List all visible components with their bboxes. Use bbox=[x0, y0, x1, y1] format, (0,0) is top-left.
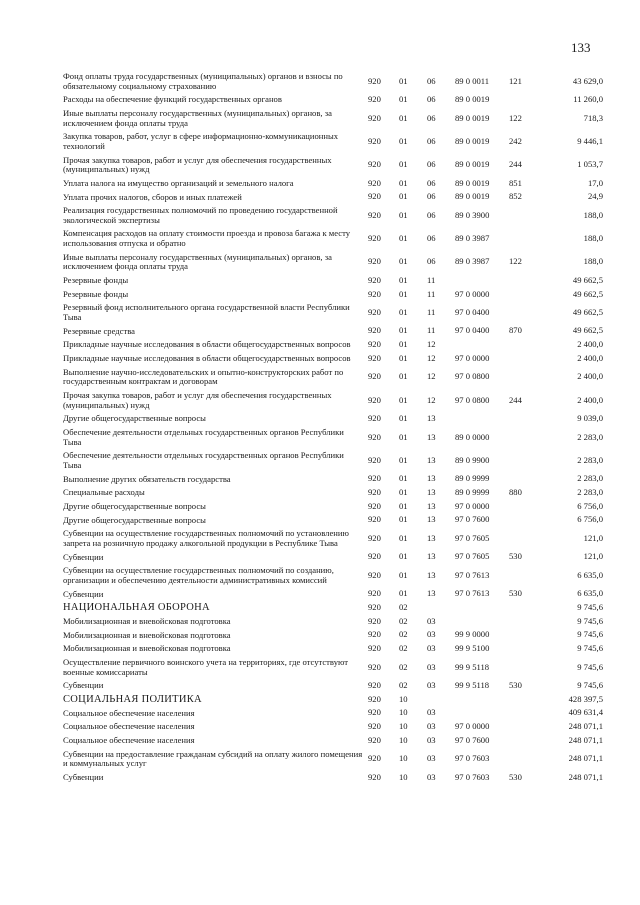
row-description: Другие общегосударственные вопросы bbox=[63, 514, 206, 525]
cell-pr: 06 bbox=[427, 177, 436, 188]
cell-pr: 06 bbox=[427, 75, 436, 86]
table-row bbox=[63, 617, 603, 627]
table-row bbox=[63, 475, 603, 485]
cell-rz: 01 bbox=[399, 136, 408, 147]
cell-rz: 01 bbox=[399, 177, 408, 188]
row-description: Социальное обеспечение населения bbox=[63, 707, 195, 718]
table-row bbox=[63, 529, 603, 548]
cell-pr: 06 bbox=[427, 94, 436, 105]
cell-rz: 01 bbox=[399, 533, 408, 544]
row-description: Компенсация расходов на оплату стоимости проезда и провоза багажа к месту использования отпуска и обратно bbox=[63, 228, 351, 249]
cell-sum: 2 400,0 bbox=[577, 353, 603, 364]
cell-ved: 920 bbox=[368, 191, 381, 202]
cell-ved: 920 bbox=[368, 551, 381, 562]
cell-vr: 242 bbox=[509, 136, 522, 147]
cell-ved: 920 bbox=[368, 629, 381, 640]
section-row bbox=[63, 695, 603, 705]
row-description: Выполнение других обязательств государства bbox=[63, 473, 231, 484]
cell-vr: 851 bbox=[509, 177, 522, 188]
cell-ved: 920 bbox=[368, 680, 381, 691]
cell-rz: 01 bbox=[399, 588, 408, 599]
cell-rz: 01 bbox=[399, 353, 408, 364]
cell-sum: 6 635,0 bbox=[577, 588, 603, 599]
cell-csr: 89 0 3900 bbox=[455, 209, 490, 220]
cell-vr: 121 bbox=[509, 75, 522, 86]
cell-csr: 89 0 9999 bbox=[455, 473, 490, 484]
cell-ved: 920 bbox=[368, 339, 381, 350]
row-description: Мобилизационная и вневойсковая подготовка bbox=[63, 629, 231, 640]
cell-sum: 24,9 bbox=[587, 191, 603, 202]
cell-pr: 03 bbox=[427, 629, 436, 640]
cell-ved: 920 bbox=[368, 487, 381, 498]
cell-ved: 920 bbox=[368, 615, 381, 626]
cell-sum: 9 745,6 bbox=[577, 615, 603, 626]
page-number: 133 bbox=[571, 40, 591, 55]
table-row bbox=[63, 179, 603, 189]
cell-vr: 870 bbox=[509, 325, 522, 336]
table-row bbox=[63, 340, 603, 350]
cell-rz: 02 bbox=[399, 629, 408, 640]
cell-sum: 9 745,6 bbox=[577, 629, 603, 640]
row-description: Уплата прочих налогов, сборов и иных платежей bbox=[63, 191, 242, 202]
cell-rz: 01 bbox=[399, 413, 408, 424]
table-row bbox=[63, 553, 603, 563]
cell-rz: 01 bbox=[399, 275, 408, 286]
cell-sum: 9 745,6 bbox=[577, 661, 603, 672]
cell-csr: 89 0 0000 bbox=[455, 431, 490, 442]
cell-pr: 12 bbox=[427, 394, 436, 405]
cell-pr: 13 bbox=[427, 413, 436, 424]
cell-csr: 97 0 7603 bbox=[455, 772, 490, 782]
cell-pr: 03 bbox=[427, 772, 436, 782]
cell-ved: 920 bbox=[368, 136, 381, 147]
cell-sum: 49 662,5 bbox=[572, 288, 603, 299]
table-row bbox=[63, 132, 603, 151]
cell-sum: 49 662,5 bbox=[572, 275, 603, 286]
row-description: Другие общегосударственные вопросы bbox=[63, 500, 206, 511]
table-row bbox=[63, 736, 603, 746]
cell-sum: 2 400,0 bbox=[577, 339, 603, 350]
row-description: Резервные фонды bbox=[63, 275, 129, 286]
cell-ved: 920 bbox=[368, 661, 381, 672]
table-row bbox=[63, 206, 603, 225]
row-description: Прикладные научные исследования в области общегосударственных вопросов bbox=[63, 353, 351, 364]
cell-sum: 409 631,4 bbox=[568, 707, 603, 718]
table-row bbox=[63, 109, 603, 128]
cell-rz: 01 bbox=[399, 94, 408, 105]
cell-pr: 12 bbox=[427, 339, 436, 350]
cell-sum: 188,0 bbox=[583, 256, 603, 267]
row-description: Закупка товаров, работ, услуг в сфере информационно-коммуникационных технологий bbox=[63, 131, 339, 151]
cell-rz: 02 bbox=[399, 643, 408, 654]
cell-sum: 2 400,0 bbox=[577, 394, 603, 405]
cell-vr: 852 bbox=[509, 191, 522, 202]
cell-pr: 06 bbox=[427, 233, 436, 244]
cell-rz: 10 bbox=[399, 735, 408, 746]
cell-ved: 920 bbox=[368, 693, 381, 704]
table-row bbox=[63, 303, 603, 322]
row-description: Иные выплаты персоналу государственных (муниципальных) органов, за исключением фонда оплаты труда bbox=[63, 107, 332, 128]
cell-csr: 97 0 7605 bbox=[455, 551, 490, 562]
cell-csr: 97 0 7613 bbox=[455, 570, 490, 581]
cell-ved: 920 bbox=[368, 500, 381, 511]
cell-ved: 920 bbox=[368, 588, 381, 599]
cell-pr: 11 bbox=[427, 307, 436, 318]
cell-ved: 920 bbox=[368, 602, 381, 613]
cell-csr: 97 0 7600 bbox=[455, 735, 490, 746]
cell-rz: 01 bbox=[399, 371, 408, 382]
cell-pr: 13 bbox=[427, 431, 436, 442]
cell-csr: 89 0 0019 bbox=[455, 191, 490, 202]
cell-rz: 01 bbox=[399, 75, 408, 86]
table-row bbox=[63, 391, 603, 410]
cell-pr: 03 bbox=[427, 615, 436, 626]
table-row bbox=[63, 193, 603, 203]
cell-csr: 89 0 0019 bbox=[455, 112, 490, 123]
cell-pr: 13 bbox=[427, 455, 436, 466]
cell-sum: 2 283,0 bbox=[577, 473, 603, 484]
cell-csr: 99 9 0000 bbox=[455, 629, 490, 640]
cell-pr: 06 bbox=[427, 136, 436, 147]
cell-ved: 920 bbox=[368, 772, 381, 782]
cell-csr: 97 0 0400 bbox=[455, 325, 490, 336]
cell-ved: 920 bbox=[368, 643, 381, 654]
cell-pr: 03 bbox=[427, 753, 436, 764]
cell-pr: 06 bbox=[427, 159, 436, 170]
table-row bbox=[63, 722, 603, 732]
table-row bbox=[63, 502, 603, 512]
cell-sum: 49 662,5 bbox=[572, 325, 603, 336]
cell-rz: 01 bbox=[399, 256, 408, 267]
row-description: Социальное обеспечение населения bbox=[63, 735, 195, 746]
cell-ved: 920 bbox=[368, 735, 381, 746]
cell-sum: 17,0 bbox=[587, 177, 603, 188]
cell-ved: 920 bbox=[368, 288, 381, 299]
row-description: Субвенции на предоставление гражданам субсидий на оплату жилого помещения и коммунальных услуг bbox=[63, 748, 363, 769]
cell-rz: 01 bbox=[399, 325, 408, 336]
cell-csr: 89 0 0011 bbox=[455, 75, 490, 86]
cell-sum: 9 446,1 bbox=[577, 136, 603, 147]
cell-csr: 99 9 5118 bbox=[455, 680, 490, 691]
cell-vr: 880 bbox=[509, 487, 522, 498]
table-row bbox=[63, 773, 603, 783]
cell-pr: 11 bbox=[427, 275, 436, 286]
cell-pr: 13 bbox=[427, 500, 436, 511]
cell-csr: 89 0 3987 bbox=[455, 256, 490, 267]
cell-rz: 01 bbox=[399, 514, 408, 525]
cell-rz: 01 bbox=[399, 500, 408, 511]
cell-rz: 02 bbox=[399, 661, 408, 672]
row-description: Субвенции bbox=[63, 772, 104, 782]
cell-ved: 920 bbox=[368, 721, 381, 732]
row-description: Другие общегосударственные вопросы bbox=[63, 413, 206, 424]
cell-ved: 920 bbox=[368, 353, 381, 364]
table-row bbox=[63, 681, 603, 691]
row-description: Мобилизационная и вневойсковая подготовка bbox=[63, 643, 231, 654]
row-description: Выполнение научно-исследовательских и опытно-конструкторских работ по государственным контрактам и договорам bbox=[63, 366, 344, 387]
table-row bbox=[63, 72, 603, 91]
row-description: Уплата налога на имущество организаций и земельного налога bbox=[63, 177, 294, 188]
cell-sum: 43 629,0 bbox=[572, 75, 603, 86]
cell-csr: 97 0 0000 bbox=[455, 500, 490, 511]
row-description: Субвенции bbox=[63, 680, 104, 691]
cell-vr: 530 bbox=[509, 588, 522, 599]
cell-ved: 920 bbox=[368, 394, 381, 405]
cell-csr: 97 0 7600 bbox=[455, 514, 490, 525]
cell-vr: 530 bbox=[509, 551, 522, 562]
cell-pr: 03 bbox=[427, 643, 436, 654]
table-row bbox=[63, 156, 603, 175]
cell-sum: 49 662,5 bbox=[572, 307, 603, 318]
cell-csr: 89 0 9900 bbox=[455, 455, 490, 466]
table-row bbox=[63, 451, 603, 470]
cell-ved: 920 bbox=[368, 753, 381, 764]
cell-rz: 01 bbox=[399, 570, 408, 581]
table-row bbox=[63, 750, 603, 769]
cell-pr: 13 bbox=[427, 570, 436, 581]
cell-csr: 89 0 0019 bbox=[455, 159, 490, 170]
row-description: Субвенции bbox=[63, 588, 104, 599]
cell-rz: 01 bbox=[399, 191, 408, 202]
cell-ved: 920 bbox=[368, 473, 381, 484]
cell-rz: 01 bbox=[399, 551, 408, 562]
cell-pr: 11 bbox=[427, 288, 436, 299]
cell-csr: 97 0 7603 bbox=[455, 753, 490, 764]
row-description: Мобилизационная и вневойсковая подготовка bbox=[63, 615, 231, 626]
cell-csr: 97 0 0000 bbox=[455, 353, 490, 364]
cell-pr: 13 bbox=[427, 473, 436, 484]
section-row bbox=[63, 603, 603, 613]
table-row bbox=[63, 488, 603, 498]
cell-pr: 13 bbox=[427, 551, 436, 562]
cell-ved: 920 bbox=[368, 256, 381, 267]
row-description: СОЦИАЛЬНАЯ ПОЛИТИКА bbox=[63, 693, 202, 705]
cell-sum: 428 397,5 bbox=[568, 693, 603, 704]
cell-csr: 97 0 0800 bbox=[455, 394, 490, 405]
cell-rz: 01 bbox=[399, 487, 408, 498]
cell-pr: 13 bbox=[427, 588, 436, 599]
row-description: НАЦИОНАЛЬНАЯ ОБОРОНА bbox=[63, 602, 210, 614]
cell-rz: 01 bbox=[399, 307, 408, 318]
cell-csr: 89 0 3987 bbox=[455, 233, 490, 244]
cell-vr: 530 bbox=[509, 772, 522, 782]
cell-sum: 248 071,1 bbox=[568, 753, 603, 764]
cell-sum: 9 745,6 bbox=[577, 680, 603, 691]
cell-ved: 920 bbox=[368, 514, 381, 525]
cell-ved: 920 bbox=[368, 94, 381, 105]
row-description: Резервный фонд исполнительного органа государственной власти Республики Тыва bbox=[63, 302, 350, 322]
table-row bbox=[63, 368, 603, 387]
cell-vr: 530 bbox=[509, 680, 522, 691]
cell-sum: 9 745,6 bbox=[577, 643, 603, 654]
cell-sum: 248 071,1 bbox=[568, 721, 603, 732]
row-description: Прочая закупка товаров, работ и услуг для обеспечения государственных (муниципальных) нужд bbox=[63, 390, 332, 410]
row-description: Иные выплаты персоналу государственных (муниципальных) органов, за исключением фонда оплаты труда bbox=[63, 251, 332, 272]
cell-sum: 121,0 bbox=[583, 533, 603, 544]
cell-ved: 920 bbox=[368, 570, 381, 581]
cell-pr: 03 bbox=[427, 680, 436, 691]
table-row bbox=[63, 566, 603, 585]
cell-sum: 248 071,1 bbox=[568, 772, 603, 782]
cell-ved: 920 bbox=[368, 75, 381, 86]
cell-rz: 02 bbox=[399, 680, 408, 691]
table-row bbox=[63, 414, 603, 424]
row-description: Расходы на обеспечение функций государственных органов bbox=[63, 94, 282, 105]
cell-sum: 1 053,7 bbox=[577, 159, 603, 170]
cell-vr: 244 bbox=[509, 394, 522, 405]
table-row bbox=[63, 644, 603, 654]
cell-csr: 97 0 0000 bbox=[455, 721, 490, 732]
cell-vr: 122 bbox=[509, 112, 522, 123]
cell-ved: 920 bbox=[368, 431, 381, 442]
cell-rz: 01 bbox=[399, 112, 408, 123]
cell-ved: 920 bbox=[368, 177, 381, 188]
cell-pr: 13 bbox=[427, 533, 436, 544]
cell-rz: 01 bbox=[399, 288, 408, 299]
cell-csr: 99 9 5100 bbox=[455, 643, 490, 654]
table-row bbox=[63, 95, 603, 105]
cell-ved: 920 bbox=[368, 455, 381, 466]
table-row bbox=[63, 428, 603, 447]
row-description: Резервные средства bbox=[63, 325, 135, 336]
cell-sum: 248 071,1 bbox=[568, 735, 603, 746]
cell-csr: 99 9 5118 bbox=[455, 661, 490, 672]
cell-vr: 244 bbox=[509, 159, 522, 170]
cell-ved: 920 bbox=[368, 307, 381, 318]
table-row bbox=[63, 516, 603, 526]
cell-ved: 920 bbox=[368, 413, 381, 424]
cell-pr: 13 bbox=[427, 514, 436, 525]
table-row bbox=[63, 276, 603, 286]
table-row bbox=[63, 590, 603, 600]
table-row bbox=[63, 631, 603, 641]
cell-rz: 10 bbox=[399, 693, 408, 704]
cell-rz: 01 bbox=[399, 473, 408, 484]
cell-rz: 01 bbox=[399, 339, 408, 350]
cell-csr: 97 0 7605 bbox=[455, 533, 490, 544]
cell-sum: 188,0 bbox=[583, 209, 603, 220]
cell-ved: 920 bbox=[368, 233, 381, 244]
table-row bbox=[63, 327, 603, 337]
cell-rz: 01 bbox=[399, 209, 408, 220]
cell-sum: 2 400,0 bbox=[577, 371, 603, 382]
cell-csr: 89 0 0019 bbox=[455, 136, 490, 147]
cell-pr: 03 bbox=[427, 735, 436, 746]
cell-sum: 2 283,0 bbox=[577, 487, 603, 498]
row-description: Обеспечение деятельности отдельных государственных органов Республики Тыва bbox=[63, 450, 344, 470]
row-description: Прикладные научные исследования в области общегосударственных вопросов bbox=[63, 339, 351, 350]
cell-ved: 920 bbox=[368, 275, 381, 286]
budget-table bbox=[63, 72, 603, 787]
cell-pr: 06 bbox=[427, 191, 436, 202]
row-description: Обеспечение деятельности отдельных государственных органов Республики Тыва bbox=[63, 427, 344, 447]
cell-pr: 06 bbox=[427, 112, 436, 123]
cell-rz: 01 bbox=[399, 455, 408, 466]
row-description: Субвенции на осуществление государственных полномочий по созданию, организации и обеспечению деятельности административных комиссий bbox=[63, 565, 334, 585]
table-row bbox=[63, 658, 603, 677]
cell-sum: 2 283,0 bbox=[577, 431, 603, 442]
cell-csr: 97 0 7613 bbox=[455, 588, 490, 599]
cell-pr: 03 bbox=[427, 707, 436, 718]
cell-csr: 97 0 0000 bbox=[455, 288, 490, 299]
cell-rz: 10 bbox=[399, 707, 408, 718]
row-description: Субвенции bbox=[63, 551, 104, 562]
cell-rz: 01 bbox=[399, 159, 408, 170]
cell-rz: 10 bbox=[399, 772, 408, 782]
cell-csr: 89 0 9999 bbox=[455, 487, 490, 498]
cell-pr: 03 bbox=[427, 661, 436, 672]
cell-ved: 920 bbox=[368, 371, 381, 382]
cell-pr: 03 bbox=[427, 721, 436, 732]
table-row bbox=[63, 709, 603, 719]
row-description: Фонд оплаты труда государственных (муниципальных) органов и взносы по обязательному социальному страхованию bbox=[63, 71, 343, 91]
cell-ved: 920 bbox=[368, 533, 381, 544]
table-row bbox=[63, 354, 603, 364]
row-description: Реализация государственных полномочий по проведению государственной экологической экспертизы bbox=[63, 205, 338, 225]
cell-rz: 02 bbox=[399, 602, 408, 613]
cell-sum: 9 039,0 bbox=[577, 413, 603, 424]
cell-rz: 10 bbox=[399, 753, 408, 764]
cell-csr: 97 0 0400 bbox=[455, 307, 490, 318]
row-description: Резервные фонды bbox=[63, 288, 129, 299]
cell-rz: 10 bbox=[399, 721, 408, 732]
cell-sum: 6 756,0 bbox=[577, 500, 603, 511]
cell-sum: 11 260,0 bbox=[573, 94, 603, 105]
cell-sum: 2 283,0 bbox=[577, 455, 603, 466]
cell-sum: 718,3 bbox=[583, 112, 603, 123]
cell-ved: 920 bbox=[368, 112, 381, 123]
cell-sum: 188,0 bbox=[583, 233, 603, 244]
cell-rz: 01 bbox=[399, 233, 408, 244]
cell-rz: 01 bbox=[399, 431, 408, 442]
cell-csr: 89 0 0019 bbox=[455, 94, 490, 105]
cell-ved: 920 bbox=[368, 325, 381, 336]
cell-csr: 97 0 0800 bbox=[455, 371, 490, 382]
cell-sum: 6 756,0 bbox=[577, 514, 603, 525]
row-description: Специальные расходы bbox=[63, 487, 145, 498]
cell-ved: 920 bbox=[368, 159, 381, 170]
row-description: Прочая закупка товаров, работ и услуг для обеспечения государственных (муниципальных) нужд bbox=[63, 154, 332, 175]
cell-vr: 122 bbox=[509, 256, 522, 267]
cell-ved: 920 bbox=[368, 209, 381, 220]
cell-ved: 920 bbox=[368, 707, 381, 718]
table-row bbox=[63, 253, 603, 272]
cell-pr: 11 bbox=[427, 325, 436, 336]
cell-pr: 06 bbox=[427, 209, 436, 220]
cell-csr: 89 0 0019 bbox=[455, 177, 490, 188]
table-row bbox=[63, 229, 603, 248]
cell-pr: 13 bbox=[427, 487, 436, 498]
row-description: Субвенции на осуществление государственных полномочий по установлению запрета на розничную продажу алкогольной продукции в Республике Тыва bbox=[63, 528, 349, 548]
cell-sum: 6 635,0 bbox=[577, 570, 603, 581]
table-row bbox=[63, 290, 603, 300]
cell-rz: 02 bbox=[399, 615, 408, 626]
cell-sum: 121,0 bbox=[583, 551, 603, 562]
cell-sum: 9 745,6 bbox=[577, 602, 603, 613]
cell-pr: 06 bbox=[427, 256, 436, 267]
cell-rz: 01 bbox=[399, 394, 408, 405]
row-description: Социальное обеспечение населения bbox=[63, 721, 195, 732]
row-description: Осуществление первичного воинского учета на территориях, где отсутствуют военные комиссариаты bbox=[63, 657, 349, 677]
cell-pr: 12 bbox=[427, 353, 436, 364]
cell-pr: 12 bbox=[427, 371, 436, 382]
